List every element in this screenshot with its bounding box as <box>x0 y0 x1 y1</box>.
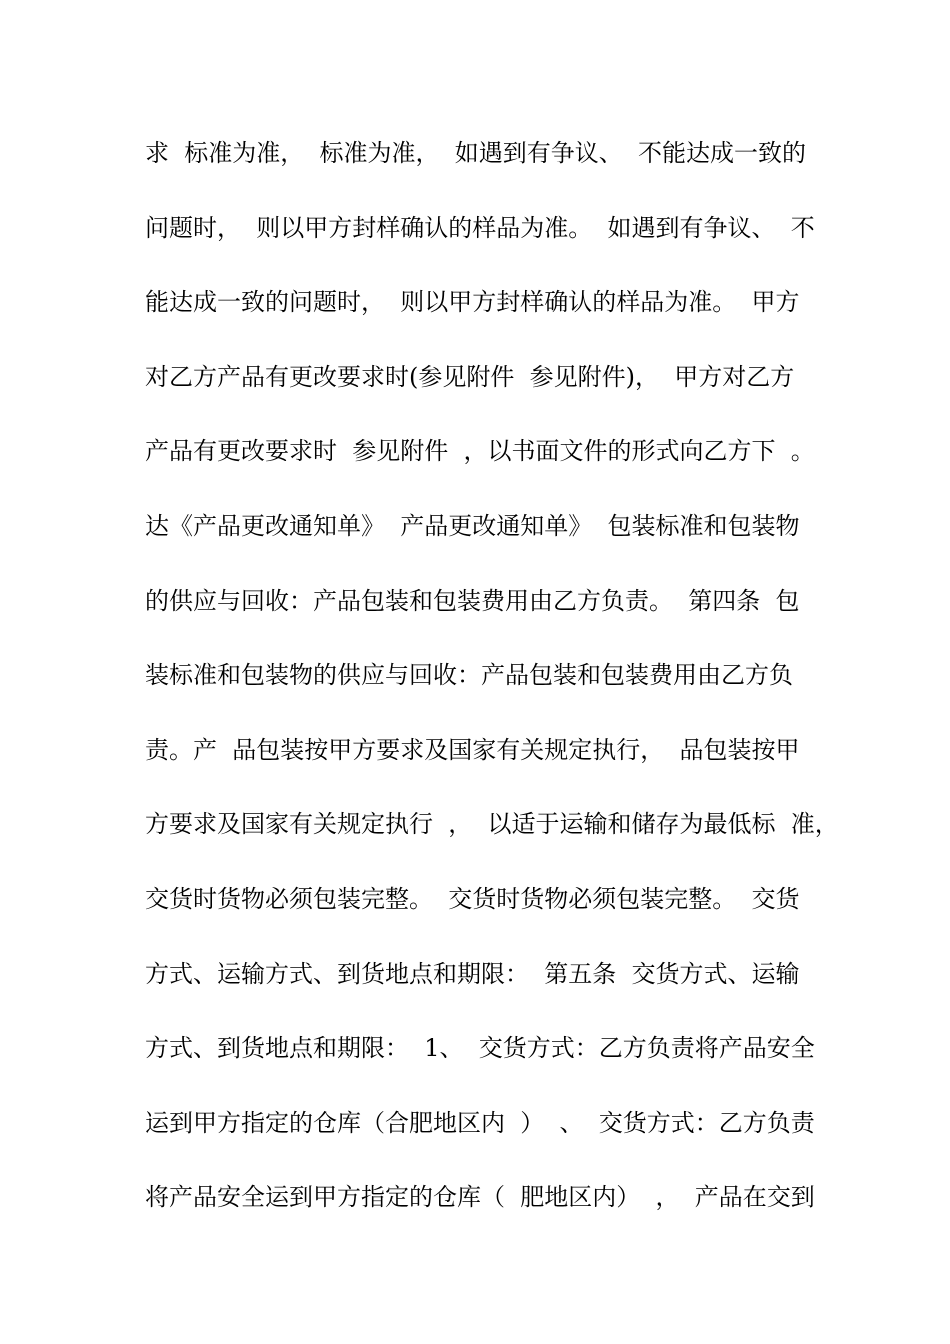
text-line: 能达成一致的问题时， 则以甲方封样确认的样品为准。 甲方 <box>145 288 800 317</box>
text-line: 责。产 品包装按甲方要求及国家有关规定执行， 品包装按甲 <box>145 735 800 764</box>
text-line: 装标准和包装物的供应与回收：产品包装和包装费用由乙方负 <box>145 661 793 690</box>
text-line: 的供应与回收：产品包装和包装费用由乙方负责。 第四条 包 <box>145 586 800 615</box>
text-line: 交货时货物必须包装完整。 交货时货物必须包装完整。 交货 <box>145 884 800 913</box>
text-line: 求 标准为准， 标准为准， 如遇到有争议、 不能达成一致的 <box>145 139 807 167</box>
document-body <box>145 129 839 1248</box>
text-line: 方式、运输方式、到货地点和期限： 第五条 交货方式、运输 <box>145 959 800 988</box>
text-line: 将产品安全运到甲方指定的仓库（ 肥地区内） ， 产品在交到 <box>145 1183 815 1212</box>
text-line: 对乙方产品有更改要求时(参见附件 参见附件)， 甲方对乙方 <box>145 362 795 391</box>
text-line: 方要求及国家有关规定执行 ， 以适于运输和储存为最低标 准， <box>145 810 839 839</box>
text-line: 方式、到货地点和期限： 1、 交货方式：乙方负责将产品安全 <box>145 1034 815 1063</box>
text-line: 运到甲方指定的仓库（合肥地区内 ） 、 交货方式：乙方负责 <box>145 1108 815 1137</box>
text-line: 产品有更改要求时 参见附件 ，以书面文件的形式向乙方下 。 <box>145 437 815 466</box>
text-line: 达《产品更改通知单》 产品更改通知单》 包装标准和包装物 <box>145 511 800 540</box>
text-line: 问题时， 则以甲方封样确认的样品为准。 如遇到有争议、 不 <box>145 213 815 242</box>
